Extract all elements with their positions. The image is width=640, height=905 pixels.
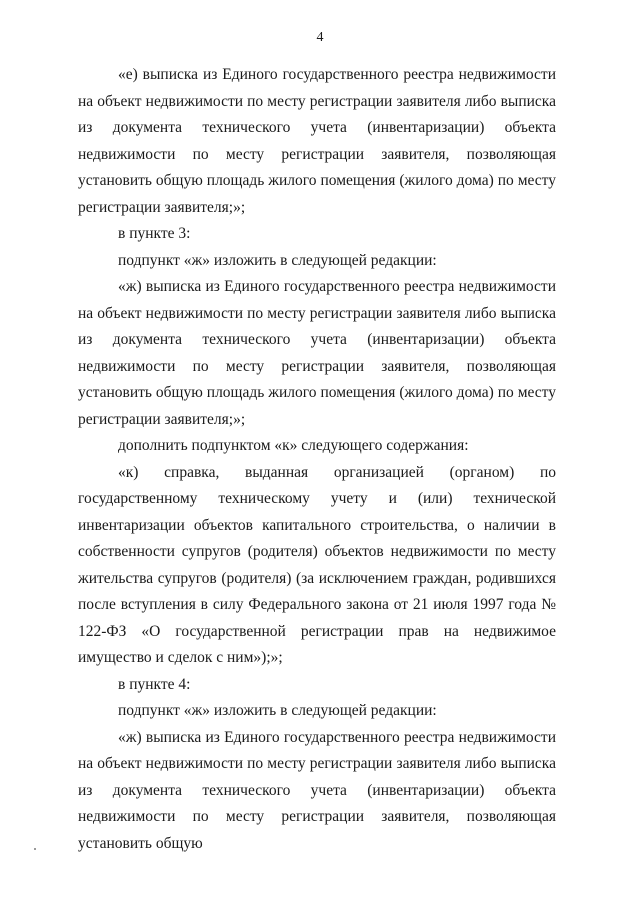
paragraph-subpoint-e: «е) выписка из Единого государственного реестра недвижимости на объект недвижимости по месту регистрации заявителя либо выписка из документа технического учета (инвентаризации) объекта недвижимости по месту регистрации заявителя, позволяющая установить общую площадь жилого помещения (жилого дома) по месту регистрации заявителя;»; [78, 66, 556, 216]
paragraph-point-3-heading: в пункте 3: [118, 225, 191, 242]
paragraph-point-4-subpoint-zh: «ж) выписка из Единого государственного реестра недвижимости на объект недвижимости по месту регистрации заявителя либо выписка из документа технического учета (инвентаризации) объекта недвижимости по месту регистрации заявителя, позволяющая установить общую [78, 728, 556, 852]
paragraph-point-4-heading: в пункте 4: [118, 675, 191, 693]
paragraph-point-3-instruction: подпункт «ж» изложить в следующей редакции: [118, 251, 437, 269]
page-number: 4 [316, 30, 324, 45]
paragraph-point-4-instruction: подпункт «ж» изложить в следующей редакции: [118, 702, 437, 719]
document-body [78, 62, 556, 857]
paragraph-add-subpoint-k-instruction: дополнить подпунктом «к» следующего содержания: [118, 437, 469, 454]
paragraph-point-3-subpoint-zh: «ж) выписка из Единого государственного реестра недвижимости на объект недвижимости по месту регистрации заявителя либо выписка из документа технического учета (инвентаризации) объекта недвижимости по месту регистрации заявителя, позволяющая установить общую площадь жилого помещения (жилого дома) по месту регистрации заявителя;»; [78, 278, 556, 428]
scan-speck [34, 848, 36, 850]
paragraph-subpoint-k: «к) справка, выданная организацией (органом) по государственному техническому учету и (или) технической инвентаризации объектов капитального строительства, о наличии в собственности супругов (родителя) объектов недвижимости по месту жительства супругов (родителя) (за исключением граждан, родившихся после вступления в силу Федерального закона от 21 июля 1997 года № 122-ФЗ «О государственной регистрации прав на недвижимое имущество и сделок с ним»);»; [78, 463, 556, 666]
